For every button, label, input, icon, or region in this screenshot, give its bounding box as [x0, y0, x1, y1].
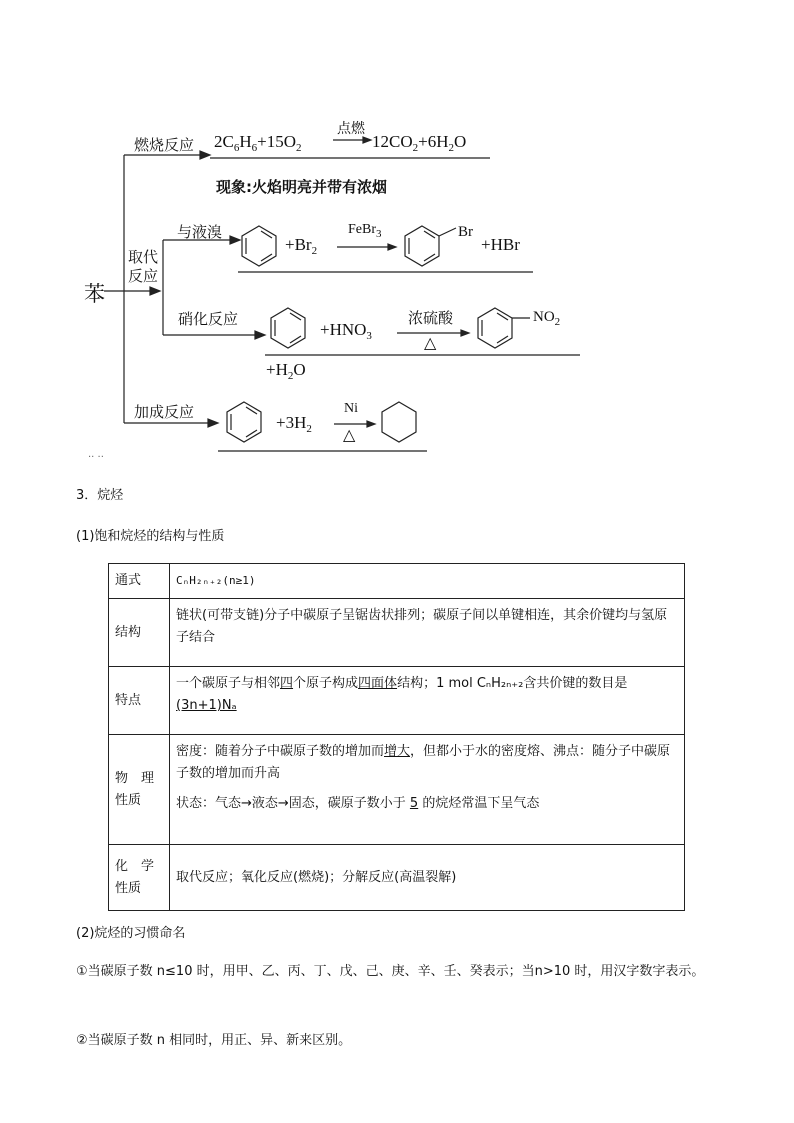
benzene-ring-bromine	[242, 226, 276, 266]
stray-mark: ·· ··	[88, 452, 104, 463]
row-content: CₙH₂ₙ₊₂(n≥1)	[170, 564, 685, 599]
addition-catalyst: Ni	[344, 401, 358, 416]
naming-rule-1: ①当碳原子数 n≤10 时，用甲、乙、丙、丁、戊、己、庚、辛、壬、癸表示；当n>10 时，用汉字数字表示。	[76, 964, 705, 979]
row-header: 物理 性质	[109, 735, 170, 845]
table-row	[109, 564, 685, 599]
nitration-reagent: $+HNO_3$	[320, 320, 372, 342]
row-header: 化学 性质	[109, 845, 170, 911]
substitution-label-line1: 取代	[128, 248, 159, 266]
row-header: 通式	[109, 564, 170, 599]
benzene-ring-nitration	[271, 308, 305, 348]
nitration-byproduct: $+H_2O$	[266, 360, 306, 382]
nitration-label: 硝化反应	[178, 310, 239, 328]
combustion-products: $12CO_2+6H_2O$	[372, 132, 467, 154]
bromine-label: 与液溴	[177, 223, 223, 241]
combustion-label: 燃烧反应	[134, 136, 195, 154]
combustion-reactants: $2C_6H_6+15O_2$	[214, 132, 302, 154]
nitration-substituent: $NO_2$	[533, 309, 561, 328]
addition-label: 加成反应	[134, 403, 195, 421]
naming-rule-2: ②当碳原子数 n 相同时，用正、异、新来区别。	[76, 1033, 352, 1048]
combustion-phenomenon: 现象:火焰明亮并带有浓烟	[216, 178, 387, 196]
nitration-heat: △	[424, 333, 437, 352]
bromine-reagent: $+Br_2$	[285, 235, 318, 257]
combustion-condition: 点燃	[337, 121, 365, 137]
nitrobenzene-ring	[478, 308, 530, 348]
row-content: 链状(可带支链)分子中碳原子呈锯齿状排列；碳原子间以单键相连，其余价键均与氢原子结合	[170, 599, 685, 667]
table-row	[109, 599, 685, 667]
row-header: 结构	[109, 599, 170, 667]
table-row	[109, 845, 685, 911]
addition-heat: △	[343, 425, 356, 444]
bromobenzene-ring	[405, 226, 456, 266]
subsection-structure-properties: (1)饱和烷烃的结构与性质	[76, 529, 225, 544]
cyclohexane-ring	[382, 402, 416, 442]
section-heading: 3．烷烃	[76, 488, 124, 503]
bromine-substituent: Br	[458, 224, 473, 240]
row-content: 密度：随着分子中碳原子数的增加而增大，但都小于水的密度熔、沸点：随分子中碳原子数的增加而升高 状态：气态→液态→固态，碳原子数小于 5 的烷烃常温下呈气态	[170, 735, 685, 845]
benzene-label: 苯	[84, 282, 105, 306]
row-content: 一个碳原子与相邻四个原子构成四面体结构；1 mol CₙH₂ₙ₊₂含共价键的数目是(3n+1)Nₐ	[170, 667, 685, 735]
nitration-catalyst: 浓硫酸	[408, 309, 454, 327]
bromine-catalyst: FeBr$_3$	[348, 222, 382, 240]
table-row	[109, 667, 685, 735]
substitution-label-line2: 反应	[128, 267, 159, 285]
row-header: 特点	[109, 667, 170, 735]
subsection-naming: (2)烷烃的习惯命名	[76, 926, 186, 941]
bromine-byproduct: +HBr	[481, 235, 520, 254]
alkane-properties-table	[108, 563, 685, 911]
addition-reagent: $+3H_2$	[276, 413, 312, 435]
benzene-ring-addition	[227, 402, 261, 442]
diagram-lines	[0, 0, 794, 470]
table-row	[109, 735, 685, 845]
row-content: 取代反应；氧化反应(燃烧)；分解反应(高温裂解)	[170, 845, 685, 911]
